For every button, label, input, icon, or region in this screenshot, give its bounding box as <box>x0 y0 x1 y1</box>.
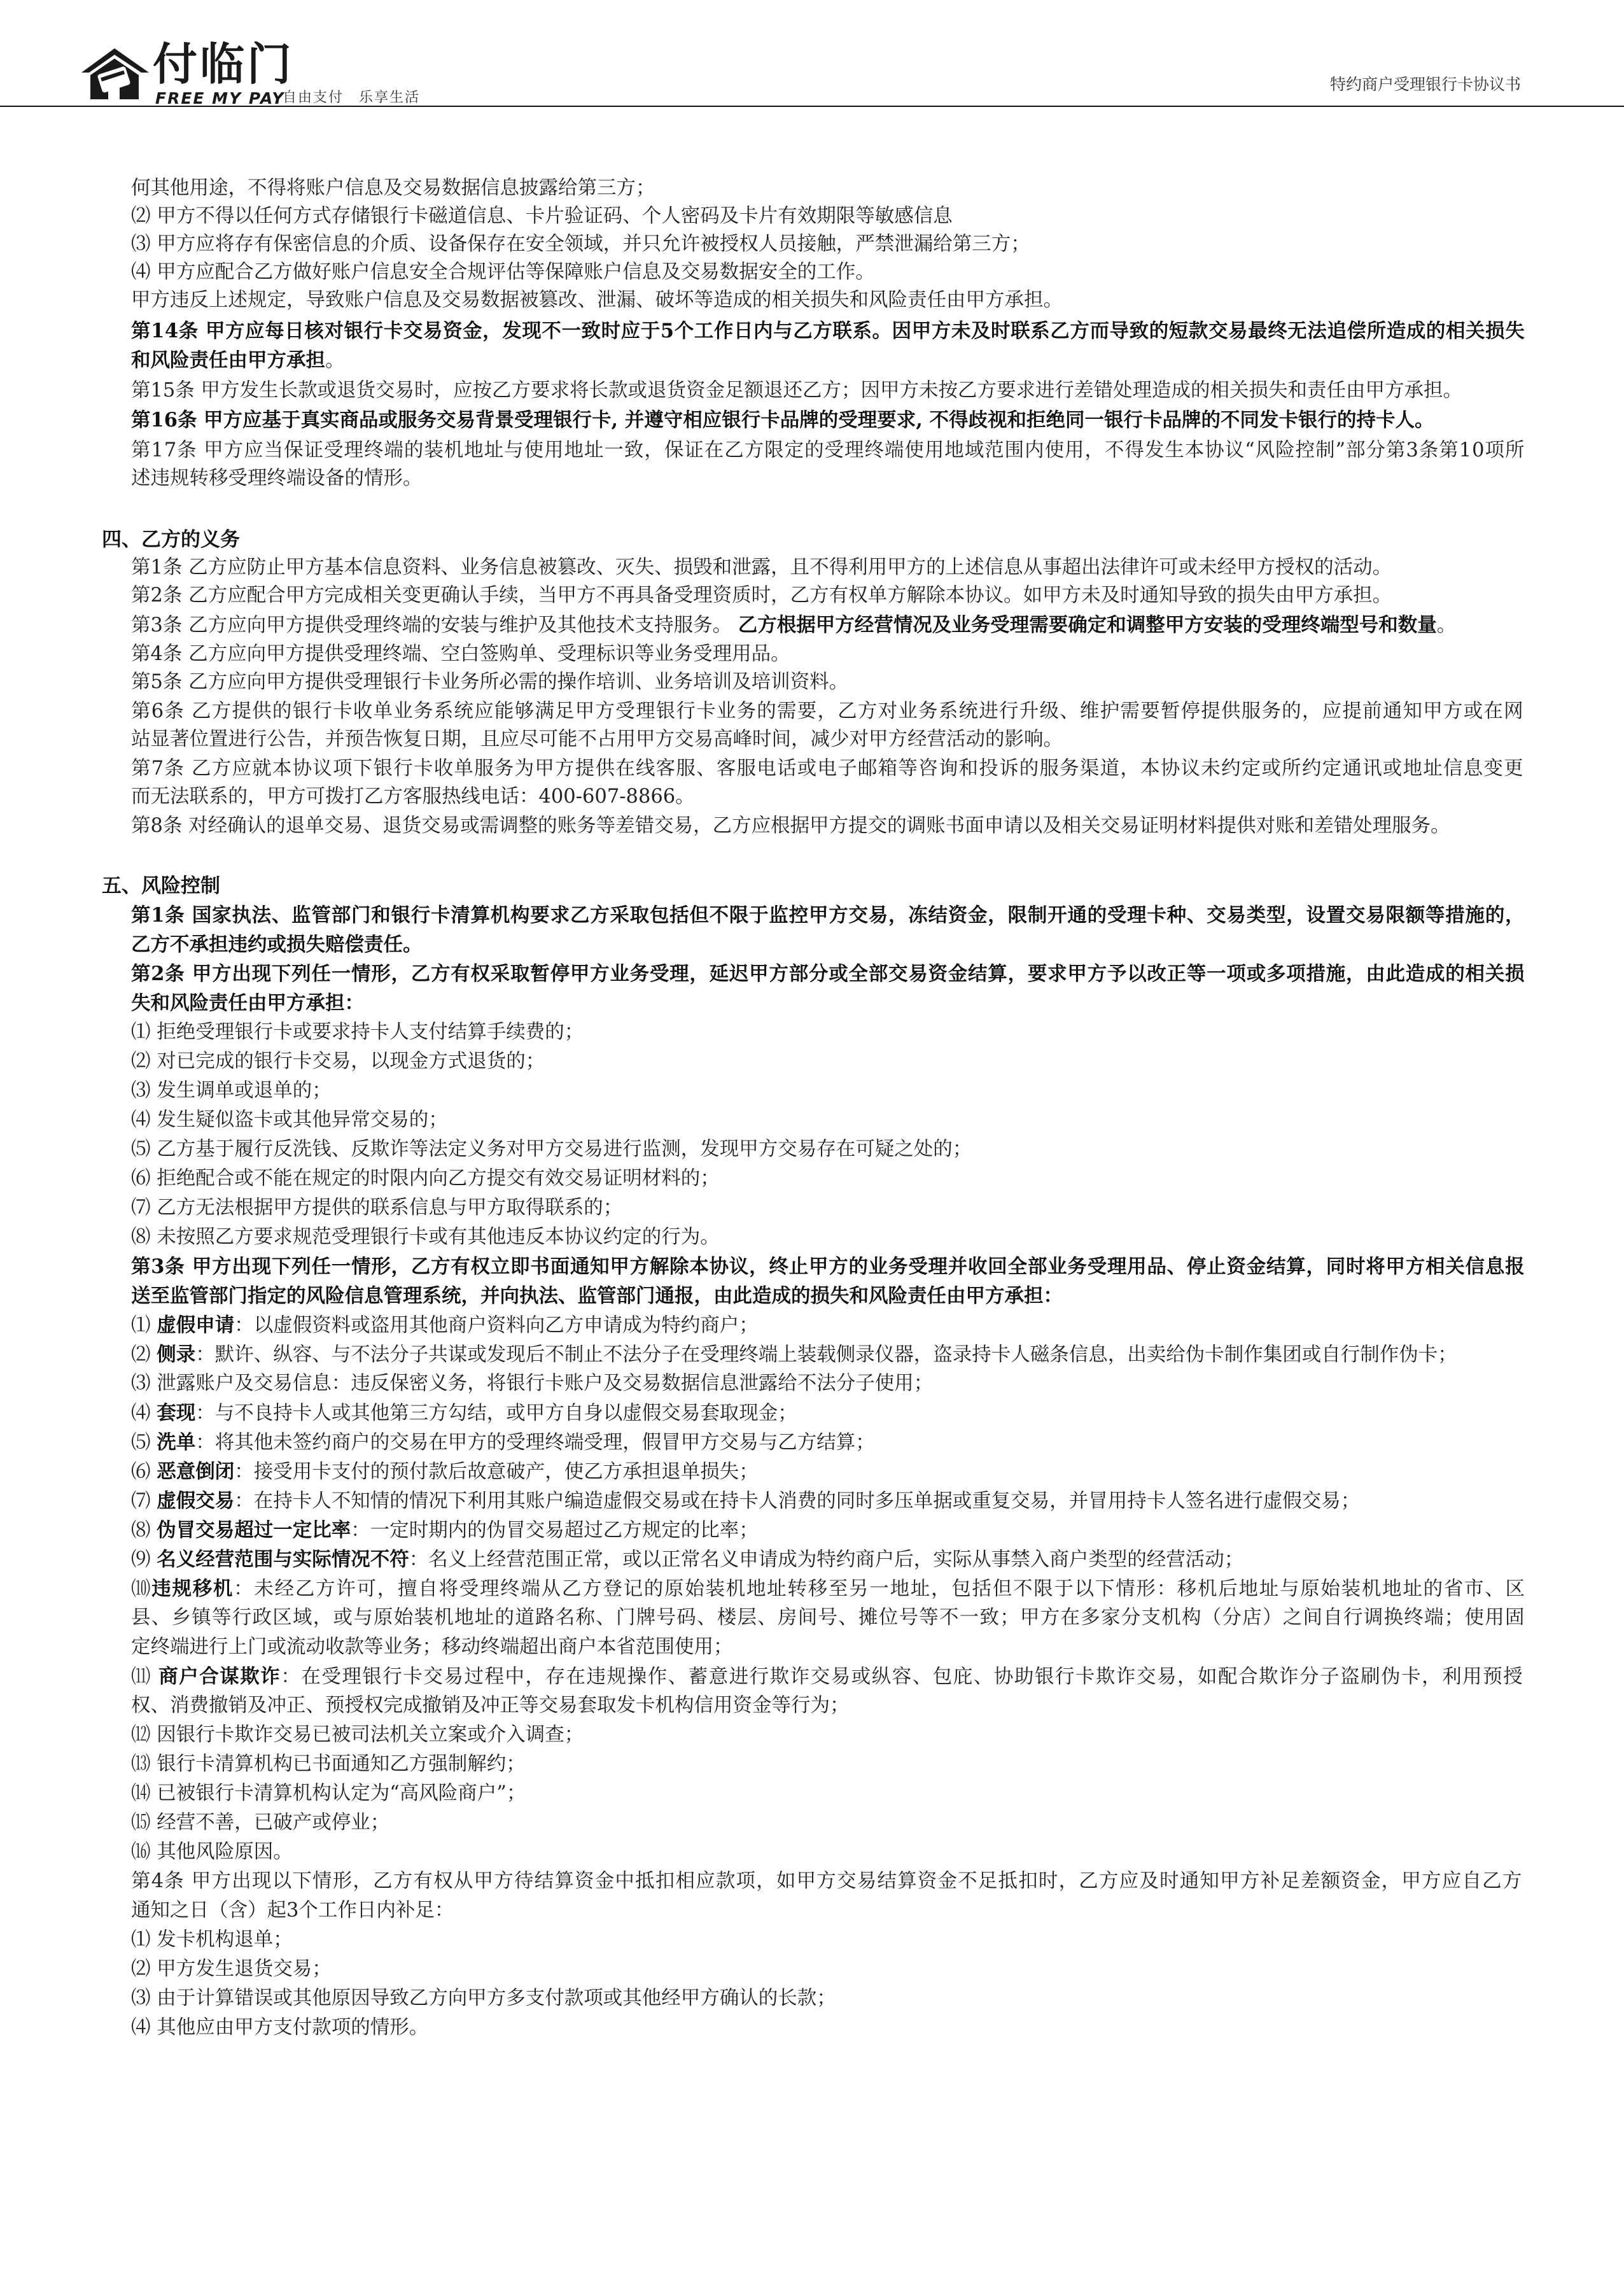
text-line <box>131 286 1063 314</box>
text-line <box>131 1663 1523 1691</box>
text-line <box>131 1487 1360 1515</box>
text-line <box>131 1575 1526 1603</box>
bold-text-segment: 名义经营范围与实际情况不符 <box>157 1548 409 1571</box>
text-segment: ⑵ <box>131 1344 157 1366</box>
bold-text-segment: 第16条 甲方应基于真实商品或服务交易背景受理银行卡, 并遵守相应银行卡品牌的受理要求, 不得歧视和拒绝同一银行卡品牌的不同发卡银行的持卡人。 <box>131 409 1434 432</box>
text-line <box>131 901 1525 929</box>
text-line <box>131 1721 584 1749</box>
text-segment: ⑿ 因银行卡欺诈交易已被司法机关立案或介入调查； <box>131 1724 584 1746</box>
text-segment: ⑸ 乙方基于履行反洗钱、反欺诈等法定义务对甲方交易进行监测，发现甲方交易存在可疑之处的； <box>131 1138 972 1160</box>
text-segment: ：以虚假资料或盗用其他商户资料向乙方申请成为特约商户； <box>234 1314 759 1337</box>
text-line <box>131 989 364 1017</box>
text-line <box>131 1399 797 1427</box>
text-line <box>131 1458 759 1486</box>
text-segment: ⑸ <box>131 1431 157 1454</box>
text-segment: 县、乡镇等行政区域，或与原始装机地址的道路名称、门牌号码、楼层、房间号、摊位号等不一致；甲方在多家分支机构（分店）之间自行调换终端；使用固 <box>131 1607 1525 1629</box>
text-line <box>131 1692 850 1720</box>
text-segment: 甲方违反上述规定，导致账户信息及交易数据被篡改、泄漏、破坏等造成的相关损失和风险责任由甲方承担。 <box>131 289 1063 311</box>
text-segment: 。 <box>1436 614 1457 636</box>
text-segment: ：名义上经营范围正常，或以正常名义申请成为特约商户后，实际从事禁入商户类型的经营活动； <box>409 1549 1244 1571</box>
text-line <box>131 202 953 230</box>
text-segment: 而无法联系的，甲方可拨打乙方客服热线电话：400-607-8866。 <box>131 785 695 808</box>
text-segment: ⑶ 泄露账户及交易信息：违反保密义务，将银行卡账户及交易数据信息泄露给不法分子使用； <box>131 1372 934 1395</box>
text-segment: ⑷ 发生疑似盗卡或其他异常交易的； <box>131 1109 448 1131</box>
text-line <box>131 812 1450 840</box>
text-segment: ⒀ 银行卡清算机构已书面通知乙方强制解约； <box>131 1753 526 1775</box>
text-line <box>131 317 1525 345</box>
text-segment: ⑶ 发生调单或退单的； <box>131 1079 332 1102</box>
text-line <box>131 582 1392 610</box>
text-line <box>131 377 1462 405</box>
text-line <box>131 1780 526 1808</box>
page-header <box>0 0 1624 115</box>
text-segment: 第2条 乙方应配合甲方完成相关变更确认手续，当甲方不再具备受理资质时，乙方有权单方解除本协议。如甲方未及时通知导致的损失由甲方承担。 <box>131 584 1392 607</box>
section-heading <box>102 872 220 900</box>
text-line <box>131 554 1392 582</box>
document-title: 特约商户受理银行卡协议书 <box>1329 75 1521 94</box>
text-line <box>131 668 848 696</box>
bold-text-segment: 乙方不承担违约或损失赔偿责任。 <box>131 933 423 956</box>
text-segment: 第6条 乙方提供的银行卡收单业务系统应能够满足甲方受理银行卡业务的需要，乙方对业务系统进行升级、维护需要暂停提供服务的，应提前通知甲方或在网 <box>131 700 1524 722</box>
bold-text-segment: 虚假申请 <box>157 1314 235 1337</box>
text-segment: 通知之日（含）起3个工作日内补足： <box>131 1899 454 1922</box>
text-line <box>131 174 655 202</box>
bold-text-segment: 洗单 <box>157 1431 196 1454</box>
text-line <box>131 1106 448 1134</box>
text-segment: ⑷ 其他应由甲方支付款项的情形。 <box>131 2016 429 2039</box>
text-line <box>131 783 695 811</box>
text-line <box>131 1428 875 1456</box>
logo-english-text: FREE MY PAY <box>155 89 285 108</box>
bold-text-segment: 商户合谋欺诈 <box>158 1665 281 1688</box>
text-segment: ：在持卡人不知情的情况下利用其账户编造虚假交易或在持卡人消费的同时多压单据或重复交易，并冒用持卡人签名进行虚假交易； <box>234 1490 1361 1512</box>
text-line <box>131 1223 720 1251</box>
text-segment: ：一定时期内的伪冒交易超过乙方规定的比率； <box>351 1519 759 1542</box>
text-segment: ⒂ 经营不善，已破产或停业； <box>131 1811 390 1834</box>
bold-text-segment: 第3条 甲方出现下列任一情形，乙方有权立即书面通知甲方解除本协议，终止甲方的业务受理并收回全部业务受理用品、停止资金结算，同时将甲方相关信息报 <box>131 1255 1525 1278</box>
text-line <box>131 258 875 286</box>
bold-text-segment: 第2条 甲方出现下列任一情形，乙方有权采取暂停甲方业务受理，延迟甲方部分或全部交易资金结算，要求甲方予以改正等一项或多项措施，由此造成的相关损 <box>131 962 1525 985</box>
text-line <box>131 1048 545 1076</box>
text-line <box>131 1077 332 1105</box>
text-line <box>131 1926 293 1954</box>
text-line <box>131 1165 720 1193</box>
text-segment: 第1条 乙方应防止甲方基本信息资料、业务信息被篡改、灭失、损毁和泄露，且不得利用甲方的上述信息从事超出法律许可或未经甲方授权的活动。 <box>131 556 1392 579</box>
text-segment: ⑻ 未按照乙方要求规范受理银行卡或有其他违反本协议约定的行为。 <box>131 1226 720 1248</box>
company-logo <box>78 39 434 109</box>
text-line <box>131 1838 293 1866</box>
text-segment: 第15条 甲方发生长款或退货交易时，应按乙方要求将长款或退货资金足额退还乙方；因甲方未按乙方要求进行差错处理造成的相关损失和责任由甲方承担。 <box>131 379 1463 402</box>
text-segment: ⑺ <box>131 1490 157 1512</box>
text-line <box>131 755 1524 783</box>
text-segment: 何其他用途，不得将账户信息及交易数据信息披露给第三方； <box>131 177 655 199</box>
text-segment: ⑺ 乙方无法根据甲方提供的联系信息与甲方取得联系的； <box>131 1197 623 1219</box>
text-line <box>131 1955 332 1983</box>
text-segment: ⑽ <box>131 1578 152 1600</box>
text-line <box>131 1340 1457 1368</box>
bold-text-segment: 送至监管部门指定的风险信息管理系统，并向执法、监管部门通报，由此造成的损失和风险责任由甲方承担： <box>131 1284 1063 1307</box>
text-segment: ⑹ <box>131 1461 157 1483</box>
text-line <box>131 1633 733 1661</box>
text-segment: ⑻ <box>131 1519 157 1542</box>
text-segment: 。 <box>325 349 345 372</box>
bold-text-segment: 第1条 国家执法、监管部门和银行卡清算机构要求乙方采取包括但不限于监控甲方交易，冻结资金，限制开通的受理卡种、交易类型，设置交易限额等措施的， <box>131 904 1525 927</box>
text-line <box>131 1311 759 1339</box>
text-segment: 第3条 乙方应向甲方提供受理终端的安装与维护及其他技术支持服务。 <box>131 614 738 636</box>
text-segment: ：与不良持卡人或其他第三方勾结，或甲方自身以虚假交易套取现金； <box>195 1402 797 1424</box>
text-segment: ⑷ 甲方应配合乙方做好账户信息安全合规评估等保障账户信息及交易数据安全的工作。 <box>131 261 875 283</box>
text-segment: 第4条 乙方应向甲方提供受理终端、空白签购单、受理标识等业务受理用品。 <box>131 643 790 665</box>
text-segment: 第8条 对经确认的退单交易、退货交易或需调整的账务等差错交易，乙方应根据甲方提交的调账书面申请以及相关交易证明材料提供对账和差错处理服务。 <box>131 815 1450 837</box>
text-segment: 四、乙方的义务 <box>102 528 240 551</box>
bold-text-segment: 恶意倒闭 <box>157 1460 235 1483</box>
text-segment: ⑴ <box>131 1314 157 1337</box>
text-segment: 第7条 乙方应就本协议项下银行卡收单服务为甲方提供在线客服、客服电话或电子邮箱等咨询和投诉的服务渠道，本协议未约定或所约定通讯或地址信息变更 <box>131 757 1524 780</box>
text-line <box>131 960 1525 988</box>
text-segment: ⑹ 拒绝配合或不能在规定的时限内向乙方提交有效交易证明材料的； <box>131 1167 720 1190</box>
text-line <box>131 640 790 668</box>
text-line <box>131 1282 1063 1310</box>
text-segment: ⑵ 对已完成的银行卡交易，以现金方式退货的； <box>131 1050 545 1072</box>
text-line <box>131 698 1524 726</box>
bold-text-segment: 伪冒交易超过一定比率 <box>157 1519 351 1542</box>
bold-text-segment: 违规移机 <box>151 1577 234 1600</box>
bold-text-segment: 乙方根据甲方经营情况及业务受理需要确定和调整甲方安装的受理终端型号和数量 <box>738 614 1437 636</box>
text-line <box>131 406 1434 434</box>
text-line <box>131 1604 1525 1632</box>
text-line <box>131 1370 933 1398</box>
text-segment: ⑴ 拒绝受理银行卡或要求持卡人支付结算手续费的； <box>131 1021 584 1043</box>
text-line <box>131 1897 454 1925</box>
text-line <box>131 465 423 493</box>
bold-text-segment: 套现 <box>157 1402 196 1424</box>
text-line <box>131 1018 584 1046</box>
text-segment: ⑶ 由于计算错误或其他原因导致乙方向甲方多支付款项或其他经甲方确认的长款； <box>131 1987 836 2009</box>
text-line <box>131 230 1030 258</box>
text-segment: ⑶ 甲方应将存有保密信息的介质、设备保存在安全领域，并只允许被授权人员接触，严禁泄漏给第三方； <box>131 233 1030 255</box>
text-segment: ⑾ <box>131 1666 159 1688</box>
text-segment: 述违规转移受理终端设备的情形。 <box>131 467 423 489</box>
text-segment: 权、消费撤销及冲正、预授权完成撤销及冲正等交易套取发卡机构信用资金等行为； <box>131 1694 850 1717</box>
header-divider <box>0 106 1624 107</box>
text-segment: 第5条 乙方应向甲方提供受理银行卡业务所必需的操作培训、业务培训及培训资料。 <box>131 671 849 693</box>
text-segment: ：默许、纵容、与不法分子共谋或发现后不制止不法分子在受理终端上装载侧录仪器，盗录持卡人磁条信息，出卖给伪卡制作集团或自行制作伪卡； <box>195 1344 1457 1366</box>
text-segment: ：在受理银行卡交易过程中，存在违规操作、蓄意进行欺诈交易或纵容、包庇、协助银行卡欺诈交易，如配合欺诈分子盗刷伪卡，利用预授 <box>281 1666 1524 1688</box>
bold-text-segment: 虚假交易 <box>157 1489 235 1512</box>
text-segment: ⑴ 发卡机构退单； <box>131 1929 293 1951</box>
text-segment: ：接受用卡支付的预付款后故意破产，使乙方承担退单损失； <box>234 1461 759 1483</box>
text-segment: ：未经乙方许可，擅自将受理终端从乙方登记的原始装机地址转移至另一地址，包括但不限于以下情形：移机后地址与原始装机地址的省市、区 <box>234 1578 1526 1600</box>
text-segment: 站显著位置进行公告，并预告恢复日期，且应尽可能不占用甲方交易高峰时间，减少对甲方经营活动的影响。 <box>131 728 1063 750</box>
bold-text-segment: 侧录 <box>157 1343 196 1366</box>
bold-text-segment: 第14条 甲方应每日核对银行卡交易资金，发现不一致时应于5个工作日内与乙方联系。因甲方未及时联系乙方而导致的短款交易最终无法追偿所造成的相关损失 <box>131 320 1525 342</box>
house-card-logo-icon <box>78 45 153 102</box>
text-segment: ⒃ 其他风险原因。 <box>131 1841 293 1863</box>
text-segment: 定终端进行上门或流动收款等业务；移动终端超出商户本省范围使用； <box>131 1636 733 1658</box>
text-line <box>131 1194 622 1222</box>
text-line <box>131 1750 526 1778</box>
text-segment: ⑼ <box>131 1549 157 1571</box>
text-segment: 五、风险控制 <box>102 875 220 897</box>
text-line <box>131 726 1063 754</box>
text-line <box>131 1253 1525 1281</box>
text-line <box>131 931 423 959</box>
text-line <box>131 1867 1523 1895</box>
text-line <box>131 346 345 374</box>
text-line <box>131 1545 1243 1573</box>
text-line <box>131 2014 428 2042</box>
text-line <box>131 1516 759 1544</box>
text-line <box>131 1809 389 1837</box>
text-segment: ⑷ <box>131 1402 157 1424</box>
section-heading <box>102 526 240 554</box>
text-line <box>131 1135 972 1164</box>
text-line <box>131 1985 836 2013</box>
text-segment: ：将其他未签约商户的交易在甲方的受理终端受理，假冒甲方交易与乙方结算； <box>195 1431 875 1454</box>
text-segment: ⒁ 已被银行卡清算机构认定为“高风险商户”； <box>131 1782 526 1804</box>
bold-text-segment: 和风险责任由甲方承担 <box>131 349 325 372</box>
text-segment: 第4条 甲方出现以下情形，乙方有权从甲方待结算资金中抵扣相应款项，如甲方交易结算资金不足抵扣时，乙方应及时通知甲方补足差额资金，甲方应自乙方 <box>131 1870 1523 1892</box>
text-line <box>131 437 1525 465</box>
logo-slogan: 自由支付 乐享生活 <box>283 90 421 106</box>
text-segment: ⑵ 甲方发生退货交易； <box>131 1958 332 1980</box>
text-segment: ⑵ 甲方不得以任何方式存储银行卡磁道信息、卡片验证码、个人密码及卡片有效期限等敏感信息 <box>131 205 953 227</box>
bold-text-segment: 失和风险责任由甲方承担： <box>131 992 364 1015</box>
text-segment: 第17条 甲方应当保证受理终端的装机地址与使用地址一致，保证在乙方限定的受理终端使用地域范围内使用，不得发生本协议“风险控制”部分第3条第10项所 <box>131 439 1525 461</box>
text-line <box>131 611 1456 639</box>
logo-chinese-text: 付临门 <box>153 38 294 90</box>
